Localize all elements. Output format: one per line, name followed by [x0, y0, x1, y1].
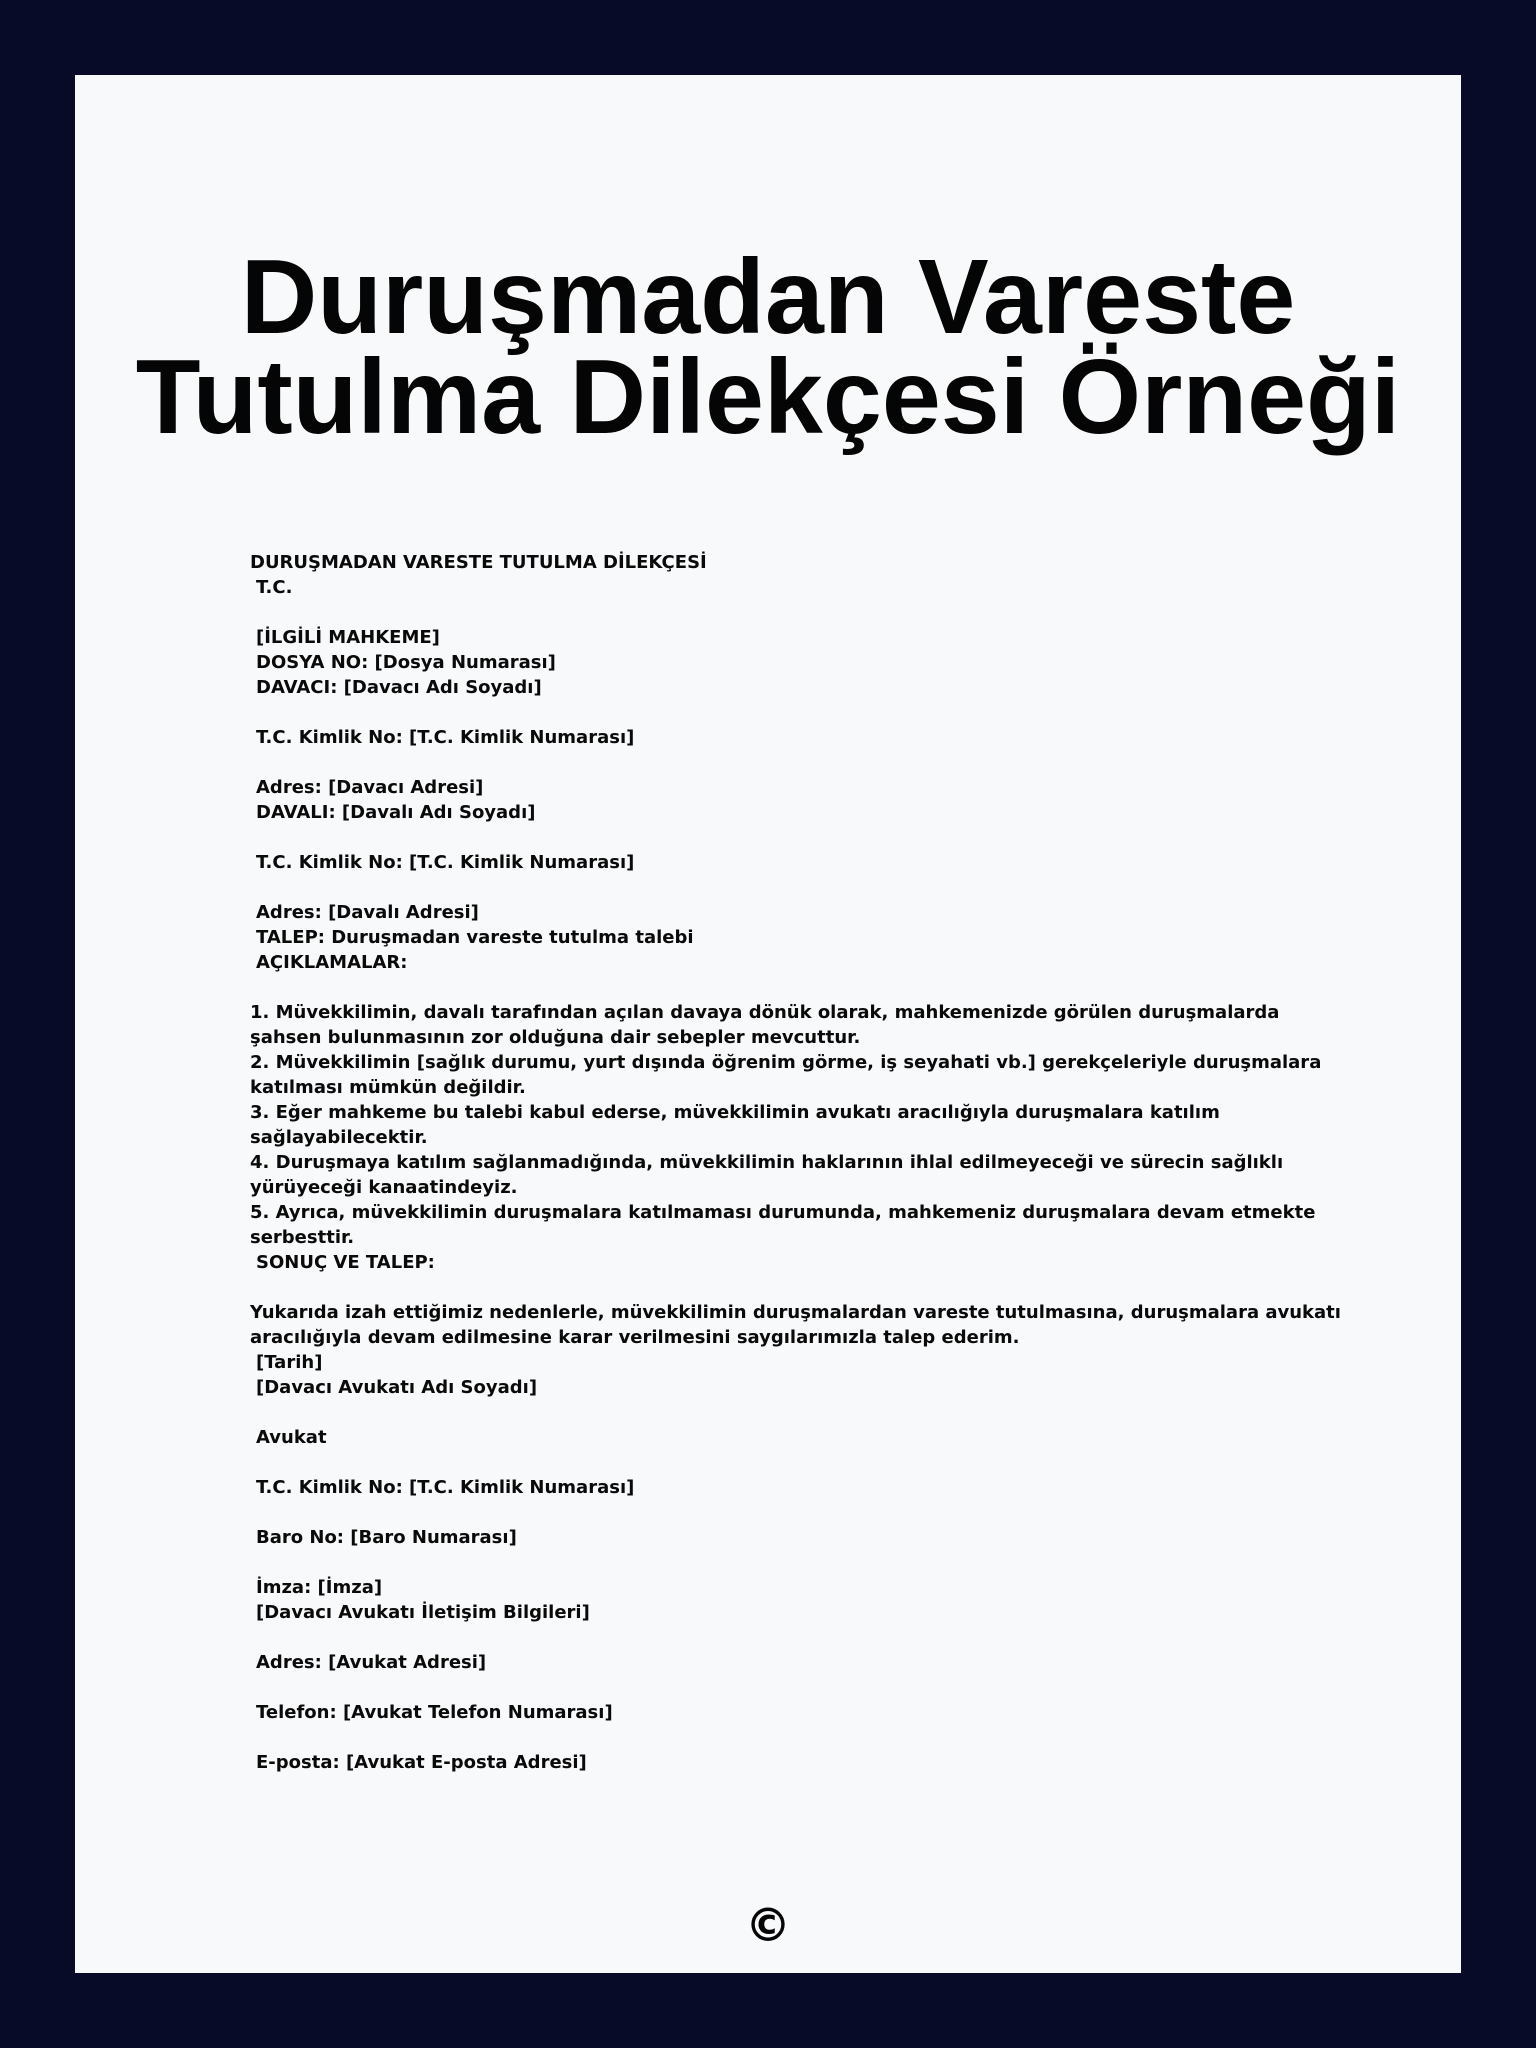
plaintiff-name: DAVACI: [Davacı Adı Soyadı] [256, 677, 542, 698]
explanation-5-line-1: 5. Ayrıca, müvekkilimin duruşmalara katılmaması durumunda, mahkemeniz duruşmalara devam etmekte [250, 1202, 1316, 1223]
defendant-name: DAVALI: [Davalı Adı Soyadı] [256, 802, 536, 823]
plaintiff-tc-number: T.C. Kimlik No: [T.C. Kimlik Numarası] [256, 727, 635, 748]
lawyer-name: [Davacı Avukatı Adı Soyadı] [256, 1377, 538, 1398]
lawyer-contact-heading: [Davacı Avukatı İletişim Bilgileri] [256, 1602, 590, 1623]
explanation-5-line-2: serbesttir. [250, 1227, 355, 1248]
petition-body [250, 550, 1350, 1775]
court-name: [İLGİLİ MAHKEME] [256, 627, 440, 648]
spacer [250, 1450, 1350, 1475]
spacer [250, 750, 1350, 775]
explanation-1-line-2: şahsen bulunmasının zor olduğuna dair sebepler mevcuttur. [250, 1027, 861, 1048]
petition-heading: DURUŞMADAN VARESTE TUTULMA DİLEKÇESİ [250, 552, 707, 573]
title-line-1: Duruşmadan Vareste [240, 238, 1296, 356]
spacer [250, 700, 1350, 725]
explanation-2-line-1: 2. Müvekkilimin [sağlık durumu, yurt dışında öğrenim görme, iş seyahati vb.] gerekçeleriyle duruşmalara [250, 1052, 1322, 1073]
spacer [250, 875, 1350, 900]
bar-number: Baro No: [Baro Numarası] [256, 1527, 517, 1548]
lawyer-email: E-posta: [Avukat E-posta Adresi] [256, 1752, 587, 1773]
conclusion-line-1: Yukarıda izah ettiğimiz nedenlerle, müvekkilimin duruşmalardan vareste tutulmasına, duruşmalara avukatı [250, 1302, 1341, 1323]
signature-line: İmza: [İmza] [256, 1577, 383, 1598]
explanation-2-line-2: katılması mümkün değildir. [250, 1077, 526, 1098]
explanation-4-line-1: 4. Duruşmaya katılım sağlanmadığında, müvekkilimin haklarının ihlal edilmeyeceği ve sürecin sağlıklı [250, 1152, 1284, 1173]
explanation-1-line-1: 1. Müvekkilimin, davalı tarafından açılan davaya dönük olarak, mahkemenizde görülen duruşmalarda [250, 1002, 1280, 1023]
request-line: TALEP: Duruşmadan vareste tutulma talebi [256, 927, 694, 948]
spacer [250, 1725, 1350, 1750]
document-page [75, 75, 1461, 1973]
conclusion-heading: SONUÇ VE TALEP: [256, 1252, 435, 1273]
file-number: DOSYA NO: [Dosya Numarası] [256, 652, 556, 673]
spacer [250, 825, 1350, 850]
spacer [250, 1625, 1350, 1650]
tc-label: T.C. [256, 577, 293, 598]
spacer [250, 975, 1350, 1000]
explanation-3-line-2: sağlayabilecektir. [250, 1127, 428, 1148]
spacer [250, 1400, 1350, 1425]
lawyer-phone: Telefon: [Avukat Telefon Numarası] [256, 1702, 613, 1723]
explanation-4-line-2: yürüyeceği kanaatindeyiz. [250, 1177, 518, 1198]
spacer [250, 1550, 1350, 1575]
spacer [250, 600, 1350, 625]
defendant-tc-number: T.C. Kimlik No: [T.C. Kimlik Numarası] [256, 852, 635, 873]
copyright-icon: © [745, 1898, 791, 1952]
lawyer-address: Adres: [Avukat Adresi] [256, 1652, 487, 1673]
page-title [75, 238, 1461, 456]
defendant-address: Adres: [Davalı Adresi] [256, 902, 479, 923]
spacer [250, 1675, 1350, 1700]
explanation-3-line-1: 3. Eğer mahkeme bu talebi kabul ederse, müvekkilimin avukatı aracılığıyla duruşmalara katılım [250, 1102, 1220, 1123]
explanations-heading: AÇIKLAMALAR: [256, 952, 408, 973]
lawyer-tc-number: T.C. Kimlik No: [T.C. Kimlik Numarası] [256, 1477, 635, 1498]
title-line-2: Tutulma Dilekçesi Örneği [135, 338, 1401, 456]
date-line: [Tarih] [256, 1352, 323, 1373]
conclusion-line-2: aracılığıyla devam edilmesine karar verilmesini saygılarımızla talep ederim. [250, 1327, 1020, 1348]
spacer [250, 1500, 1350, 1525]
spacer [250, 1275, 1350, 1300]
lawyer-title: Avukat [256, 1427, 327, 1448]
plaintiff-address: Adres: [Davacı Adresi] [256, 777, 484, 798]
